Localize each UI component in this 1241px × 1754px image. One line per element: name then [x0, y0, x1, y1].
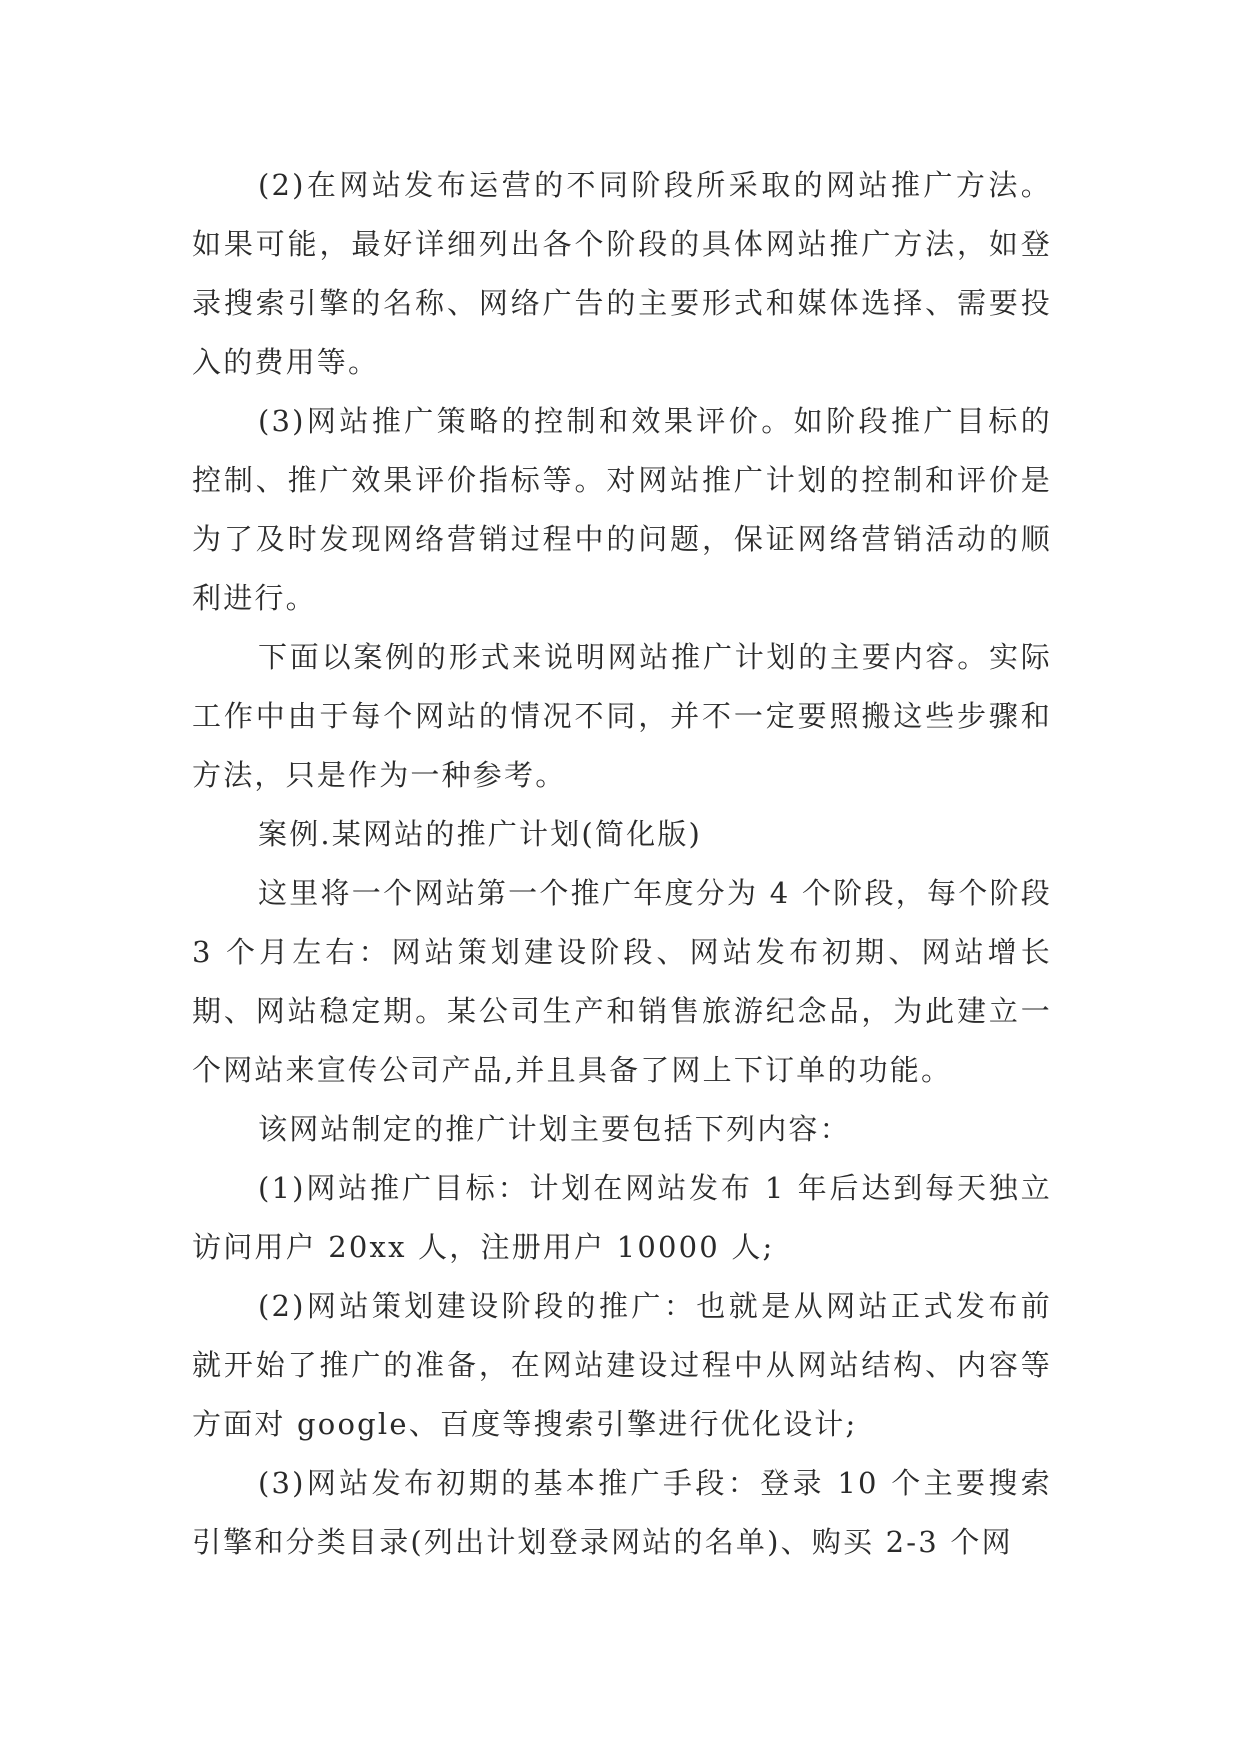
paragraph-four-stages: 这里将一个网站第一个推广年度分为 4 个阶段，每个阶段 3 个月左右：网站策划建设阶段、网站发布初期、网站增长期、网站稳定期。某公司生产和销售旅游纪念品，为此建立一个网站来宣传公司产品,并且具备了网上下订单的功能。: [192, 876, 1052, 1087]
paragraph-planning-stage: (2)网站策划建设阶段的推广：也就是从网站正式发布前就开始了推广的准备，在网站建设过程中从网站结构、内容等方面对 google、百度等搜索引擎进行优化设计;: [192, 1289, 1052, 1441]
paragraph-stage-methods: (2)在网站发布运营的不同阶段所采取的网站推广方法。如果可能，最好详细列出各个阶段的具体网站推广方法，如登录搜索引擎的名称、网络广告的主要形式和媒体选择、需要投入的费用等。: [192, 168, 1052, 379]
paragraph-plan-contents: 该网站制定的推广计划主要包括下列内容：: [258, 1112, 851, 1146]
paragraph-strategy-control: (3)网站推广策略的控制和效果评价。如阶段推广目标的控制、推广效果评价指标等。对网站推广计划的控制和评价是为了及时发现网络营销过程中的问题，保证网络营销活动的顺利进行。: [192, 404, 1052, 615]
paragraph-case-intro: 下面以案例的形式来说明网站推广计划的主要内容。实际工作中由于每个网站的情况不同，并不一定要照搬这些步骤和方法，只是作为一种参考。: [192, 640, 1052, 792]
paragraph-launch-stage: (3)网站发布初期的基本推广手段：登录 10 个主要搜索引擎和分类目录(列出计划登录网站的名单)、购买 2-3 个网: [192, 1466, 1052, 1559]
paragraph-goal: (1)网站推广目标：计划在网站发布 1 年后达到每天独立访问用户 20xx 人，注册用户 10000 人;: [192, 1171, 1052, 1264]
document-body: [192, 156, 1052, 1572]
paragraph-case-title: 案例.某网站的推广计划(简化版): [258, 817, 703, 851]
